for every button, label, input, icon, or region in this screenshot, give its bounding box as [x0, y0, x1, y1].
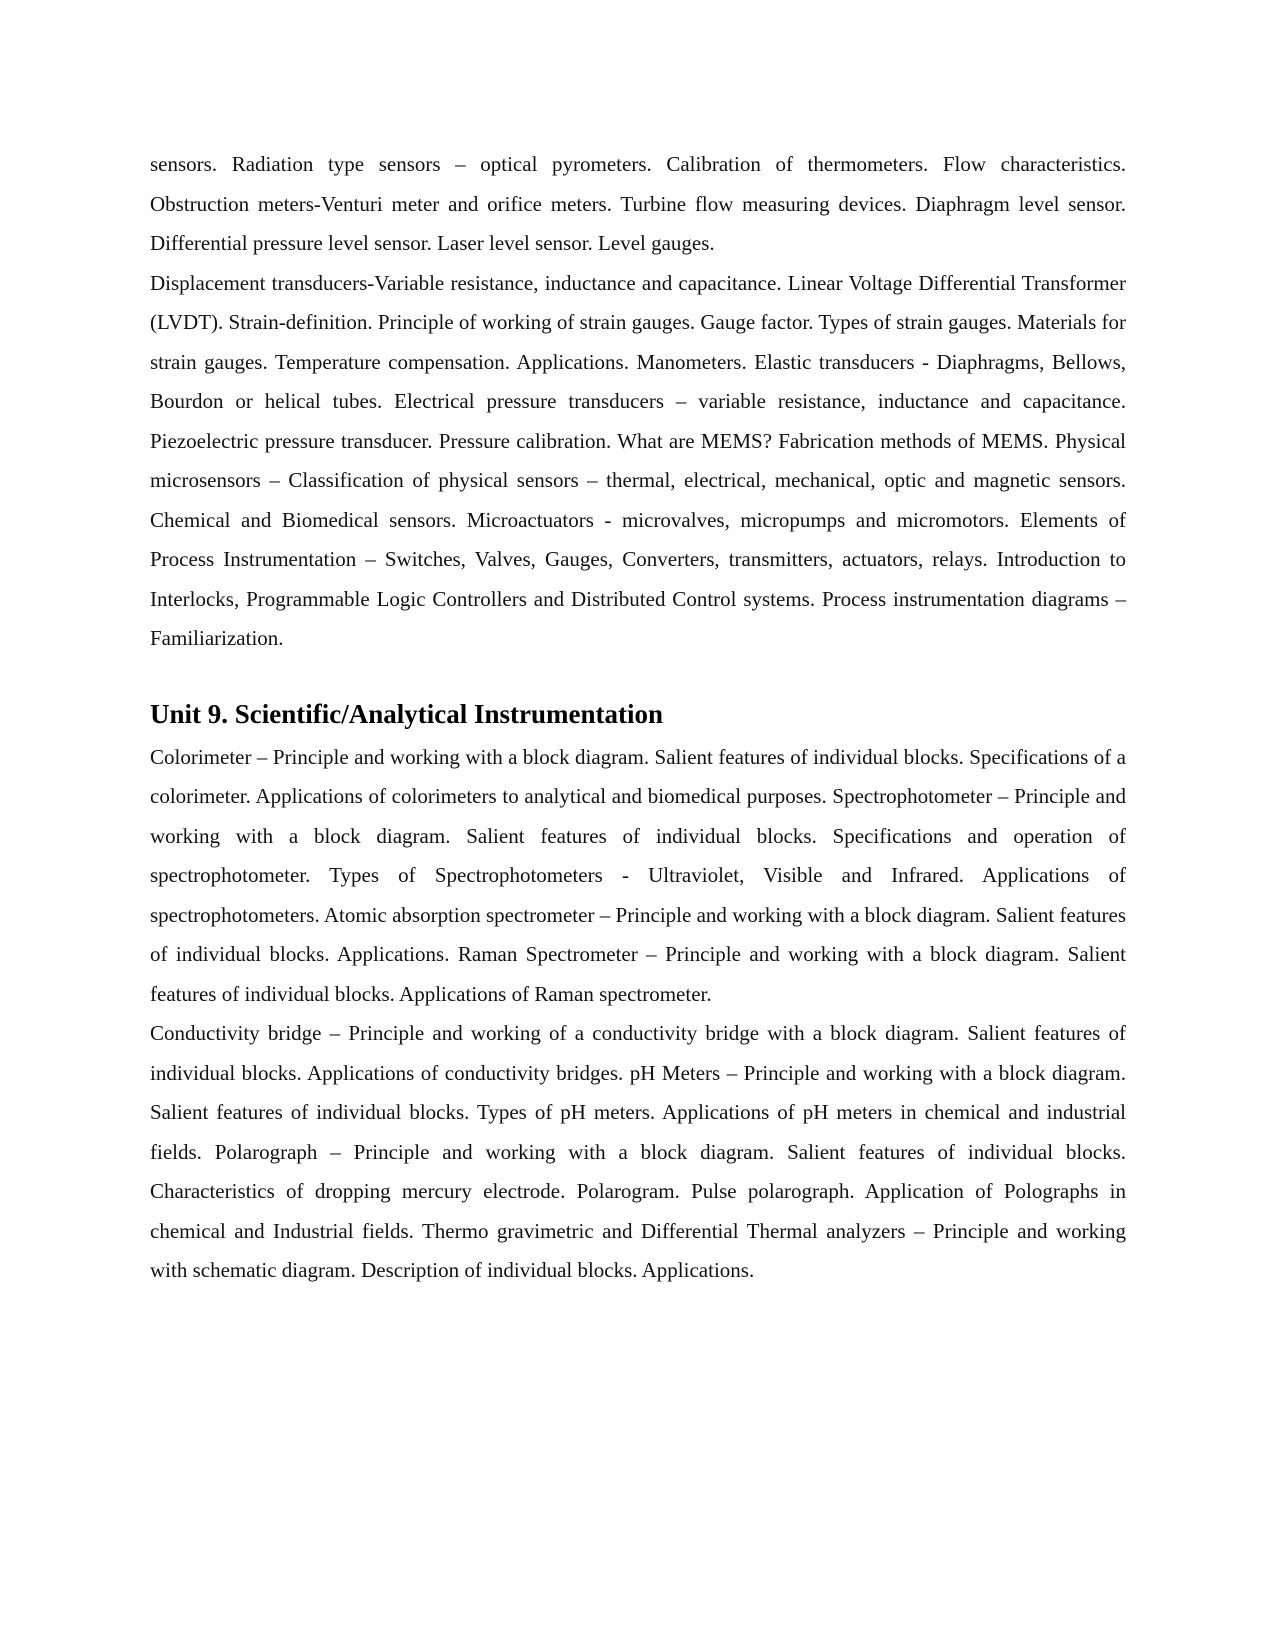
- paragraph-transducers-mems: Displacement transducers-Variable resistance, inductance and capacitance. Linear Voltage Differential Transformer (LVDT). Strain-definition. Principle of working of strain gauges. Gauge factor. Types of strain gauges. Materials for strain gauges. Temperature compensation. Applications. Manometers. Elastic transducers - Diaphragms, Bellows, Bourdon or helical tubes. Electrical pressure transducers – variable resistance, inductance and capacitance. Piezoelectric pressure transducer. Pressure calibration. What are MEMS? Fabrication methods of MEMS. Physical microsensors – Classification of physical sensors – thermal, electrical, mechanical, optic and magnetic sensors. Chemical and Biomedical sensors. Microactuators - microvalves, micropumps and micromotors. Elements of Process Instrumentation – Switches, Valves, Gauges, Converters, transmitters, actuators, relays. Introduction to Interlocks, Programmable Logic Controllers and Distributed Control systems. Process instrumentation diagrams – Familiarization.: [150, 270, 1126, 650]
- paragraph-colorimeter-spectrometers: Colorimeter – Principle and working with a block diagram. Salient features of individual blocks. Specifications of a colorimeter. Applications of colorimeters to analytical and biomedical purposes. Spectrophotometer – Principle and working with a block diagram. Salient features of individual blocks. Specifications and operation of spectrophotometer. Types of Spectrophotometers - Ultraviolet, Visible and Infrared. Applications of spectrophotometers. Atomic absorption spectrometer – Principle and working with a block diagram. Salient features of individual blocks. Applications. Raman Spectrometer – Principle and working with a block diagram. Salient features of individual blocks. Applications of Raman spectrometer.: [150, 744, 1126, 1006]
- paragraph-sensors-continuation: sensors. Radiation type sensors – optical pyrometers. Calibration of thermometers. Flow characteristics. Obstruction meters-Venturi meter and orifice meters. Turbine flow measuring devices. Diaphragm level sensor. Differential pressure level sensor. Laser level sensor. Level gauges.: [150, 152, 1126, 255]
- paragraph-conductivity-ph-polarograph: Conductivity bridge – Principle and working of a conductivity bridge with a block diagram. Salient features of individual blocks. Applications of conductivity bridges. pH Meters – Principle and working with a block diagram. Salient features of individual blocks. Types of pH meters. Applications of pH meters in chemical and industrial fields. Polarograph – Principle and working with a block diagram. Salient features of individual blocks. Characteristics of dropping mercury electrode. Polarogram. Pulse polarograph. Application of Polographs in chemical and Industrial fields. Thermo gravimetric and Differential Thermal analyzers – Principle and working with schematic diagram. Description of individual blocks. Applications.: [150, 1021, 1126, 1282]
- unit-9-heading: Unit 9. Scientific/Analytical Instrumentation: [150, 698, 663, 729]
- document-body: [150, 145, 1126, 1291]
